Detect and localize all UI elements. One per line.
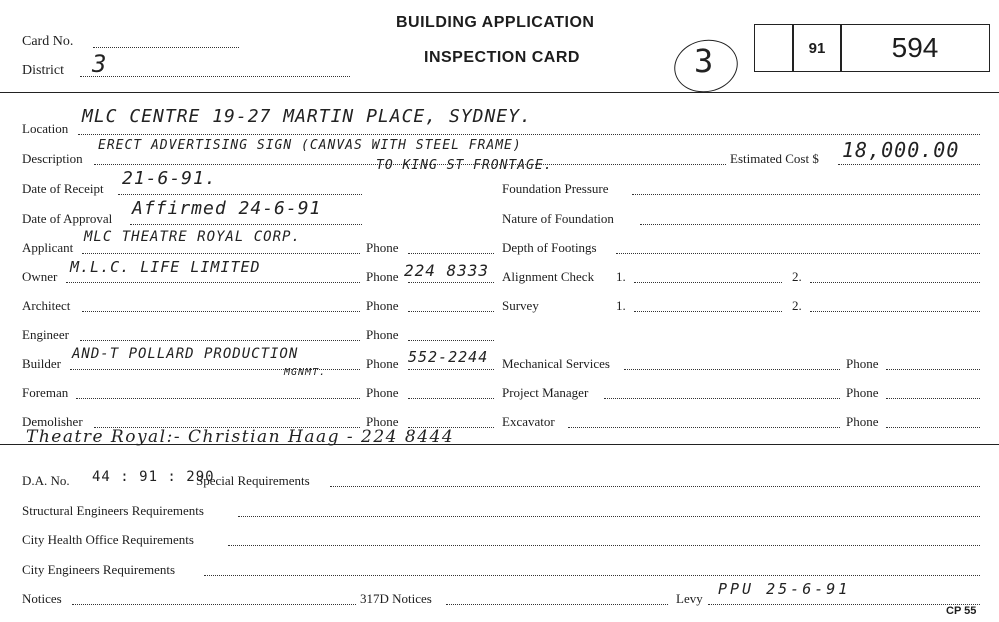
owner-phone-field [408,282,494,283]
alignment-check-1-label: 1. [616,269,626,284]
location-field [78,134,980,135]
mechanical-phone-label: Phone [846,356,879,371]
mechanical-services-field [624,369,840,370]
notices-label: Notices [22,591,62,606]
project-manager-phone-label: Phone [846,385,879,400]
foundation-pressure-field [632,194,980,195]
district-label: District [22,63,64,78]
city-engineers-requirements-label: City Engineers Requirements [22,562,176,577]
special-requirements-label: Special Requirements [196,473,310,488]
approval-value: Affirmed 24-6-91 [132,198,322,219]
city-engineers-requirements-field [204,575,980,576]
builder-label: Builder [22,356,61,371]
317d-notices-label: 317D Notices [360,591,432,606]
architect-phone-field [408,311,494,312]
foreman-label: Foreman [22,385,69,400]
levy-label: Levy [676,591,703,606]
middle-rule [0,444,999,445]
demolisher-phone-label: Phone [366,414,399,429]
excavator-label: Excavator [502,414,555,429]
description-value: ERECT ADVERTISING SIGN (CANVAS WITH STEEL FRAME) [98,138,522,153]
number-box-serial: 594 [840,24,990,72]
card-no-label: Card No. [22,34,74,49]
levy-value: PPU 25-6-91 [718,580,851,598]
demolisher-label: Demolisher [22,414,83,429]
levy-field [708,604,980,605]
depth-footings-label: Depth of Footings [502,240,597,255]
project-manager-label: Project Manager [502,385,589,400]
location-label: Location [22,121,69,136]
survey-2-label: 2. [792,298,802,313]
card-no-field [93,47,239,48]
alignment-check-1-field [634,282,782,283]
estimated-cost-field [838,164,980,165]
structural-requirements-label: Structural Engineers Requirements [22,503,204,518]
handwritten-contact-note: Theatre Royal:- Christian Haag - 224 8444 [26,427,455,447]
alignment-check-label: Alignment Check [502,269,595,284]
approval-field [130,224,362,225]
structural-requirements-field [238,516,980,517]
nature-foundation-field [640,224,980,225]
architect-field [82,311,360,312]
estimated-cost-label: Estimated Cost $ [730,151,819,166]
architect-label: Architect [22,298,71,313]
applicant-value: MLC THEATRE ROYAL CORP. [84,229,301,245]
card-title-line1: BUILDING APPLICATION [396,14,595,31]
description-value-continued: TO KING ST FRONTAGE. [376,158,553,173]
description-label: Description [22,151,83,166]
engineer-label: Engineer [22,327,69,342]
owner-phone-value: 224 8333 [404,261,490,280]
circled-number: 3 [694,42,715,80]
header-rule [0,92,999,93]
foreman-phone-field [408,398,494,399]
builder-phone-field [408,369,494,370]
owner-field [66,282,360,283]
receipt-field [118,194,362,195]
district-value: 3 [92,50,108,78]
district-field [80,76,350,77]
owner-label: Owner [22,269,58,284]
survey-2-field [810,311,980,312]
alignment-check-2-field [810,282,980,283]
number-box-year: 91 [792,24,842,72]
nature-foundation-label: Nature of Foundation [502,211,614,226]
excavator-field [568,427,840,428]
owner-phone-label: Phone [366,269,399,284]
form-code: CP 55 [946,605,977,617]
foreman-field [76,398,360,399]
317d-notices-field [446,604,668,605]
owner-value: M.L.C. LIFE LIMITED [70,258,261,276]
alignment-check-2-label: 2. [792,269,802,284]
mechanical-services-label: Mechanical Services [502,356,610,371]
estimated-cost-value: 18,000.00 [842,138,960,162]
builder-phone-value: 552-2244 [408,348,489,366]
special-requirements-field [330,486,980,487]
engineer-field [80,340,360,341]
builder-phone-label: Phone [366,356,399,371]
approval-label: Date of Approval [22,211,113,226]
health-office-requirements-label: City Health Office Requirements [22,532,194,547]
excavator-phone-label: Phone [846,414,879,429]
location-value: MLC CENTRE 19-27 MARTIN PLACE, SYDNEY. [82,106,532,127]
mechanical-phone-field [886,369,980,370]
project-manager-field [604,398,840,399]
engineer-phone-label: Phone [366,327,399,342]
excavator-phone-field [886,427,980,428]
receipt-value: 21-6-91. [122,168,217,189]
notices-field [72,604,356,605]
depth-footings-field [616,253,980,254]
foreman-phone-label: Phone [366,385,399,400]
survey-1-field [634,311,782,312]
builder-value-continued: MGNMT. [284,367,327,378]
da-number-label: D.A. No. [22,473,70,488]
card-title-line2: INSPECTION CARD [424,49,580,66]
applicant-phone-field [408,253,494,254]
applicant-phone-label: Phone [366,240,399,255]
survey-label: Survey [502,298,539,313]
survey-1-label: 1. [616,298,626,313]
applicant-label: Applicant [22,240,74,255]
number-box-blank [754,24,794,72]
engineer-phone-field [408,340,494,341]
health-office-requirements-field [228,545,980,546]
project-manager-phone-field [886,398,980,399]
architect-phone-label: Phone [366,298,399,313]
foundation-pressure-label: Foundation Pressure [502,181,609,196]
da-number-value: 44 : 91 : 290 [92,469,215,485]
builder-value: AND-T POLLARD PRODUCTION [72,346,299,362]
receipt-label: Date of Receipt [22,181,104,196]
applicant-field [82,253,360,254]
